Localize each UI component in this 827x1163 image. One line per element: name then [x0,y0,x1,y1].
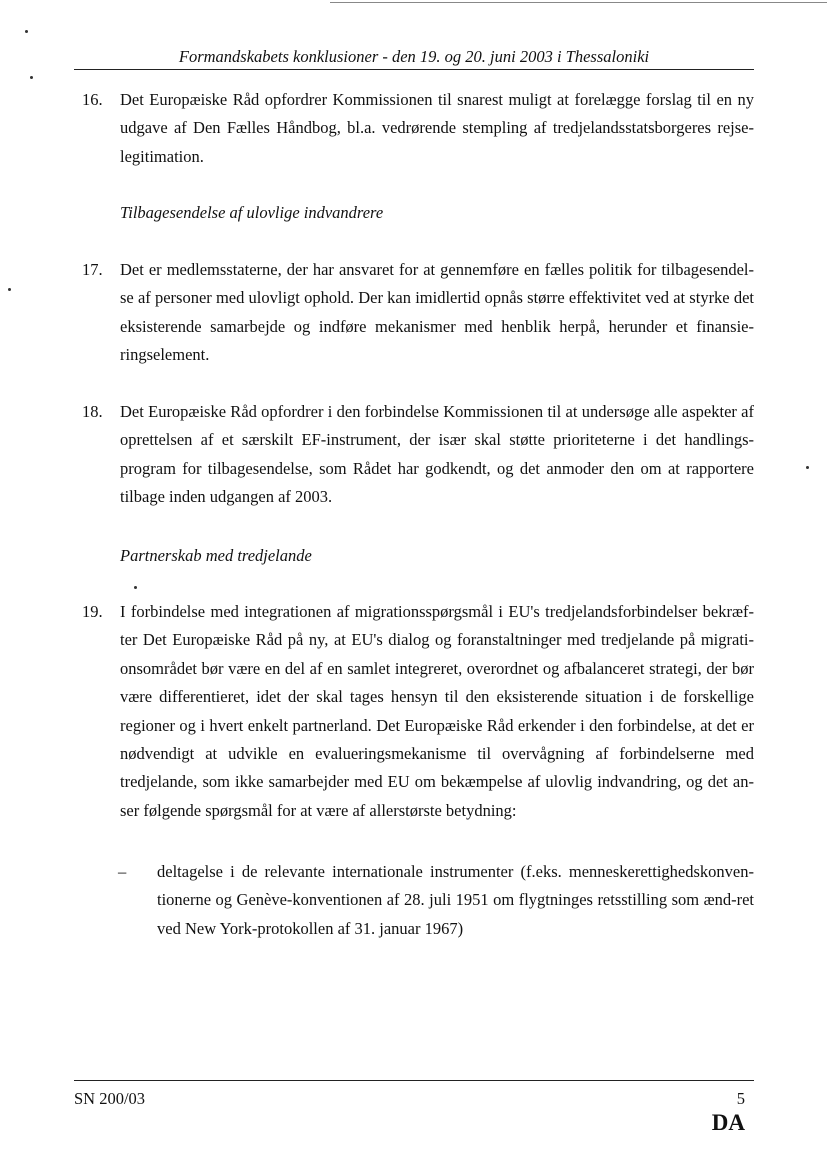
paragraph-number: 18. [82,402,103,421]
subheading-partnership: Partnerskab med tredjelande [120,546,312,565]
list-bullet: – [118,862,127,881]
scan-top-rule [330,2,827,3]
paragraph-17 [82,256,754,370]
paragraph-19 [82,598,754,825]
paragraph-number: 17. [82,260,103,279]
scan-speck [806,466,809,469]
page-number: 5 [736,1089,745,1108]
scan-speck [134,586,137,589]
paragraph-number: 19. [82,602,103,621]
paragraph-text: Det Europæiske Råd opfordrer i den forbindelse Kommissionen til at undersøge alle aspekter af oprettelsen af et særskilt EF-instrument, der især skal støtte prioriteterne i det handlings-program for tilbagesendelse, som Rådet har godkendt, og det anmoder den om at rapportere tilbage inden udgangen af 2003. [120,402,754,507]
running-header: Formandskabets konklusioner - den 19. og 20. juni 2003 i Thessaloniki [74,47,754,70]
document-reference: SN 200/03 [74,1089,146,1108]
scan-speck [8,288,11,291]
paragraph-text: Det Europæiske Råd opfordrer Kommissionen til snarest muligt at forelægge forslag til en ny udgave af Den Fælles Håndbog, bl.a. vedrørende stempling af tredjelandsstatsborgeres rejse-legitimation. [120,90,754,166]
list-item-text: deltagelse i de relevante internationale instrumenter (f.eks. menneskerettighedskonven-tionerne og Genève-konventionen af 28. juli 1951 om flygtninges retsstilling som ænd-ret ved New York-protokollen af 31. januar 1967) [157,862,754,938]
scan-speck [30,76,33,79]
subheading-return: Tilbagesendelse af ulovlige indvandrere [120,203,384,222]
scan-speck [25,30,28,33]
list-item [118,858,754,943]
language-code: DA [711,1110,745,1135]
paragraph-number: 16. [82,90,103,109]
paragraph-text: Det er medlemsstaterne, der har ansvaret for at gennemføre en fælles politik for tilbagesendel-se af personer med ulovligt ophold. Der kan imidlertid opnås større effektivitet ved at styrke det eksisterende samarbejde og indføre mekanismer med henblik herpå, herunder et finansie-ringselement. [120,260,754,365]
footer-rule [74,1080,754,1081]
paragraph-16 [82,86,754,171]
paragraph-18 [82,398,754,512]
paragraph-text: I forbindelse med integrationen af migrationsspørgsmål i EU's tredjelandsforbindelser bekræf-ter Det Europæiske Råd på ny, at EU's dialog og foranstaltninger med tredjelande på migrati-onsområdet bør være en del af en samlet integreret, overordnet og afbalanceret strategi, der bør være differentieret, idet der skal tages hensyn til den eksisterende situation i de forskellige regioner og i hvert enkelt partnerland. Det Europæiske Råd erkender i den forbindelse, at det er nødvendigt at udvikle en evalueringsmekanisme til overvågning af forbindelserne med tredjelande, som ikke samarbejder med EU om bekæmpelse af ulovlig indvandring, og det an-ser følgende spørgsmål for at være af allerstørste betydning: [120,602,754,820]
